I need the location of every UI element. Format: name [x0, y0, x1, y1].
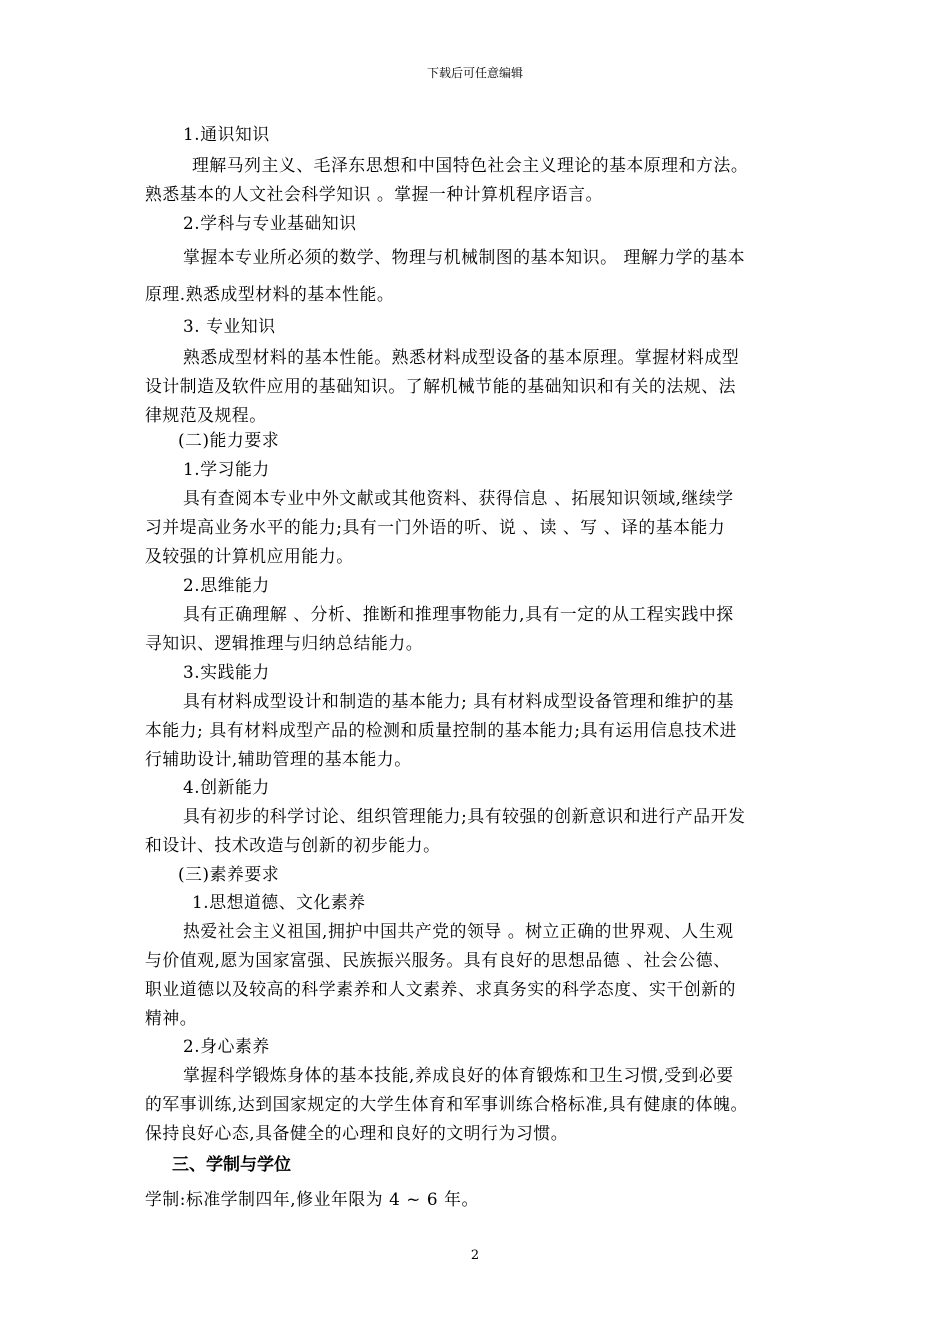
paragraph-line: 寻知识、逻辑推理与归纳总结能力。: [145, 633, 424, 653]
subheading-thinking-ability: 2.思维能力: [183, 575, 270, 595]
paragraph-line: 具有材料成型设计和制造的基本能力; 具有材料成型设备管理和维护的基: [183, 691, 735, 711]
paragraph-line: 原理.熟悉成型材料的基本性能。: [145, 284, 395, 304]
paragraph-line: 本能力; 具有材料成型产品的检测和质量控制的基本能力;具有运用信息技术进: [145, 720, 738, 740]
subheading-practical-ability: 3.实践能力: [183, 662, 270, 682]
page-number: 2: [470, 1248, 480, 1263]
section-heading-system-degree: 三、学制与学位: [172, 1155, 291, 1175]
paragraph-line: 热爱社会主义祖国,拥护中国共产党的领导 。树立正确的世界观、人生观: [183, 921, 734, 941]
paragraph-line: 与价值观,愿为国家富强、民族振兴服务。具有良好的思想品德 、社会公德、: [145, 950, 731, 970]
section-title-qualities: (三)素养要求: [178, 864, 280, 884]
paragraph-line: 精神。: [145, 1008, 198, 1028]
subheading-professional-knowledge: 3. 专业知识: [183, 316, 276, 336]
subheading-discipline-knowledge: 2.学科与专业基础知识: [183, 213, 357, 233]
paragraph-line: 具有正确理解 、分析、推断和推理事物能力,具有一定的从工程实践中探: [183, 604, 734, 624]
paragraph-line: 职业道德以及较高的科学素养和人文素养、求真务实的科学态度、实干创新的: [145, 979, 736, 999]
paragraph-line: 行辅助设计,辅助管理的基本能力。: [145, 749, 412, 769]
paragraph-line: 掌握科学锻炼身体的基本技能,养成良好的体育锻炼和卫生习惯,受到必要: [183, 1065, 734, 1085]
paragraph-line: 和设计、技术改造与创新的初步能力。: [145, 835, 441, 855]
paragraph-line: 掌握本专业所必须的数学、物理与机械制图的基本知识。 理解力学的基本: [183, 247, 746, 267]
paragraph-line: 学制:标准学制四年,修业年限为 4 ~ 6 年。: [145, 1189, 479, 1209]
paragraph-line: 保持良好心态,具备健全的心理和良好的文明行为习惯。: [145, 1123, 569, 1143]
paragraph-line: 熟悉基本的人文社会科学知识 。掌握一种计算机程序语言。: [145, 184, 603, 204]
subheading-moral-cultural: 1.思想道德、文化素养: [192, 892, 366, 912]
paragraph-line: 理解马列主义、毛泽东思想和中国特色社会主义理论的基本原理和方法。: [192, 155, 749, 175]
paragraph-line: 设计制造及软件应用的基础知识。了解机械节能的基础知识和有关的法规、法: [145, 376, 736, 396]
paragraph-line: 具有查阅本专业中外文献或其他资料、获得信息 、拓展知识领域,继续学: [183, 488, 734, 508]
paragraph-line: 律规范及规程。: [145, 405, 267, 425]
subheading-general-knowledge: 1.通识知识: [183, 124, 270, 144]
subheading-learning-ability: 1.学习能力: [183, 459, 270, 479]
paragraph-line: 熟悉成型材料的基本性能。熟悉材料成型设备的基本原理。掌握材料成型: [183, 347, 740, 367]
paragraph-line: 具有初步的科学讨论、组织管理能力;具有较强的创新意识和进行产品开发: [183, 806, 746, 826]
page-header: 下载后可任意编辑: [426, 66, 523, 80]
subheading-innovation-ability: 4.创新能力: [183, 777, 270, 797]
subheading-physical-mental: 2.身心素养: [183, 1036, 270, 1056]
paragraph-line: 习并堤高业务水平的能力;具有一门外语的听、说 、读 、写 、译的基本能力: [145, 517, 726, 537]
section-title-abilities: (二)能力要求: [178, 430, 280, 450]
paragraph-line: 的军事训练,达到国家规定的大学生体育和军事训练合格标准,具有健康的体魄。: [145, 1094, 748, 1114]
paragraph-line: 及较强的计算机应用能力。: [145, 546, 354, 566]
